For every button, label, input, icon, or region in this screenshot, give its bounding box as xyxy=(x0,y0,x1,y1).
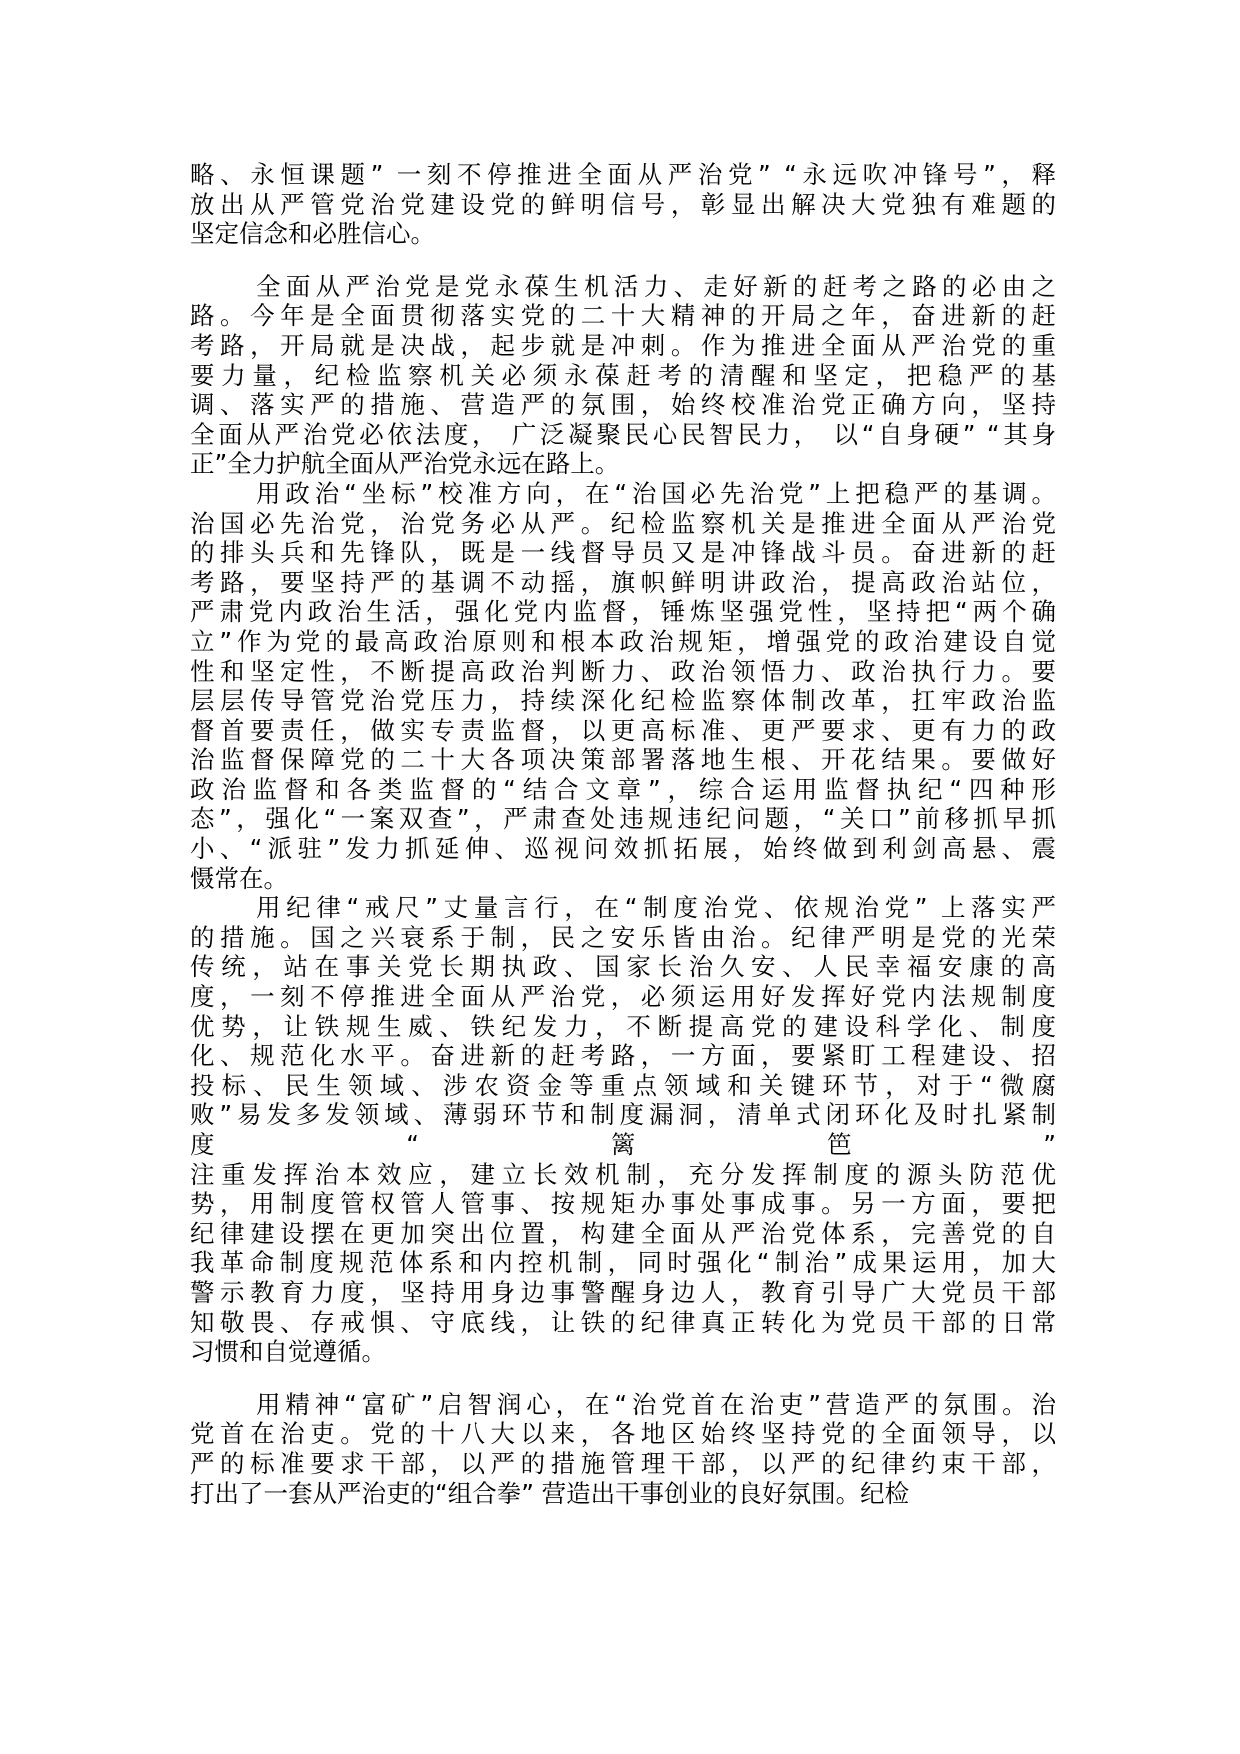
text-line: 度“篱笆” xyxy=(190,1130,1056,1159)
text-line: 调、落实严的措施、营造严的氛围，始终校准治党正确方向，坚持 xyxy=(190,390,1056,420)
body-text xyxy=(190,160,1056,1508)
text-line: 我革命制度规范体系和内控机制，同时强化“制治”成果运用，加大 xyxy=(190,1248,1056,1278)
text-line: 注重发挥治本效应，建立长效机制，充分发挥制度的源头防范优 xyxy=(190,1159,1056,1189)
text-line: 度，一刻不停推进全面从严治党，必须运用好发挥好党内法规制度 xyxy=(190,982,1056,1012)
paragraph-gap xyxy=(190,1367,1056,1390)
text-line: 小、“派驻”发力抓延伸、巡视问效抓拓展，始终做到利剑高悬、震 xyxy=(190,834,1056,864)
text-line: 纪律建设摆在更加突出位置，构建全面从严治党体系，完善党的自 xyxy=(190,1218,1056,1248)
text-line: 打出了一套从严治吏的“组合拳” 营造出干事创业的良好氛围。纪检 xyxy=(190,1478,910,1508)
text-line: 势，用制度管权管人管事、按规矩办事处事成事。另一方面，要把 xyxy=(190,1189,1056,1219)
text-line: 用政治“坐标”校准方向，在“治国必先治党”上把稳严的基调。 xyxy=(256,478,1056,508)
text-line: 政治监督和各类监督的“结合文章”，综合运用监督执纪“四种形 xyxy=(190,774,1056,804)
text-line: 治监督保障党的二十大各项决策部署落地生根、开花结果。要做好 xyxy=(190,745,1056,775)
text-line: 性和坚定性，不断提高政治判断力、政治领悟力、政治执行力。要 xyxy=(190,656,1056,686)
paragraph xyxy=(190,272,1056,479)
text-line: 警示教育力度，坚持用身边事警醒身边人，教育引导广大党员干部 xyxy=(190,1277,1056,1307)
paragraph xyxy=(190,1390,1056,1508)
paragraph xyxy=(190,160,1056,249)
text-line: 的措施。国之兴衰系于制，民之安乐皆由治。纪律严明是党的光荣 xyxy=(190,922,1056,952)
text-line: 正”全力护航全面从严治党永远在路上。 xyxy=(190,449,620,479)
text-line: 路。今年是全面贯彻落实党的二十大精神的开局之年，奋进新的赶 xyxy=(190,301,1056,331)
text-line: 坚定信念和必胜信心。 xyxy=(190,219,435,249)
text-line: 层层传导管党治党压力，持续深化纪检监察体制改革，扛牢政治监 xyxy=(190,686,1056,716)
paragraph-gap xyxy=(190,249,1056,272)
paragraph xyxy=(190,479,1056,893)
text-line: 考路，开局就是决战，起步就是冲刺。作为推进全面从严治党的重 xyxy=(190,330,1056,360)
text-line: 略、永恒课题” 一刻不停推进全面从严治党” “永远吹冲锋号”，释 xyxy=(190,160,1056,189)
text-line: 要力量，纪检监察机关必须永葆赶考的清醒和坚定，把稳严的基 xyxy=(190,360,1056,390)
text-line: 用纪律“戒尺”丈量言行，在“制度治党、依规治党” 上落实严 xyxy=(256,893,1056,923)
text-line: 投标、民生领域、涉农资金等重点领域和关键环节，对于“微腐 xyxy=(190,1070,1056,1100)
text-line: 用精神“富矿”启智润心，在“治党首在治吏”营造严的氛围。治 xyxy=(256,1389,1056,1419)
text-line: 化、规范化水平。奋进新的赶考路，一方面，要紧盯工程建设、招 xyxy=(190,1041,1056,1071)
text-line: 督首要责任，做实专责监督，以更高标准、更严要求、更有力的政 xyxy=(190,715,1056,745)
text-line: 严的标准要求干部，以严的措施管理干部，以严的纪律约束干部， xyxy=(190,1448,1056,1478)
text-line: 全面从严治党必依法度， 广泛凝聚民心民智民力， 以“自身硬” “其身 xyxy=(190,419,1056,449)
text-line: 传统，站在事关党长期执政、国家长治久安、人民幸福安康的高 xyxy=(190,952,1056,982)
text-line: 慑常在。 xyxy=(190,863,288,893)
text-line: 优势，让铁规生威、铁纪发力，不断提高党的建设科学化、制度 xyxy=(190,1011,1056,1041)
paragraph xyxy=(190,893,1056,1367)
text-line: 治国必先治党，治党务必从严。纪检监察机关是推进全面从严治党 xyxy=(190,508,1056,538)
text-line: 党首在治吏。党的十八大以来，各地区始终坚持党的全面领导，以 xyxy=(190,1419,1056,1449)
text-line: 立”作为党的最高政治原则和根本政治规矩，增强党的政治建设自觉 xyxy=(190,626,1056,656)
text-line: 考路，要坚持严的基调不动摇，旗帜鲜明讲政治，提高政治站位， xyxy=(190,567,1056,597)
text-line: 败”易发多发领域、薄弱环节和制度漏洞，清单式闭环化及时扎紧制 xyxy=(190,1100,1056,1130)
text-line: 严肃党内政治生活，强化党内监督，锤炼坚强党性，坚持把“两个确 xyxy=(190,597,1056,627)
text-line: 全面从严治党是党永葆生机活力、走好新的赶考之路的必由之 xyxy=(256,271,1056,301)
text-line: 放出从严管党治党建设党的鲜明信号，彰显出解决大党独有难题的 xyxy=(190,189,1056,219)
text-line: 知敬畏、存戒惧、守底线，让铁的纪律真正转化为党员干部的日常 xyxy=(190,1307,1056,1337)
text-line: 习惯和自觉遵循。 xyxy=(190,1337,386,1367)
text-line: 的排头兵和先锋队，既是一线督导员又是冲锋战斗员。奋进新的赶 xyxy=(190,538,1056,568)
text-line: 态”，强化“一案双查”，严肃查处违规违纪问题，“关口”前移抓早抓 xyxy=(190,804,1056,834)
